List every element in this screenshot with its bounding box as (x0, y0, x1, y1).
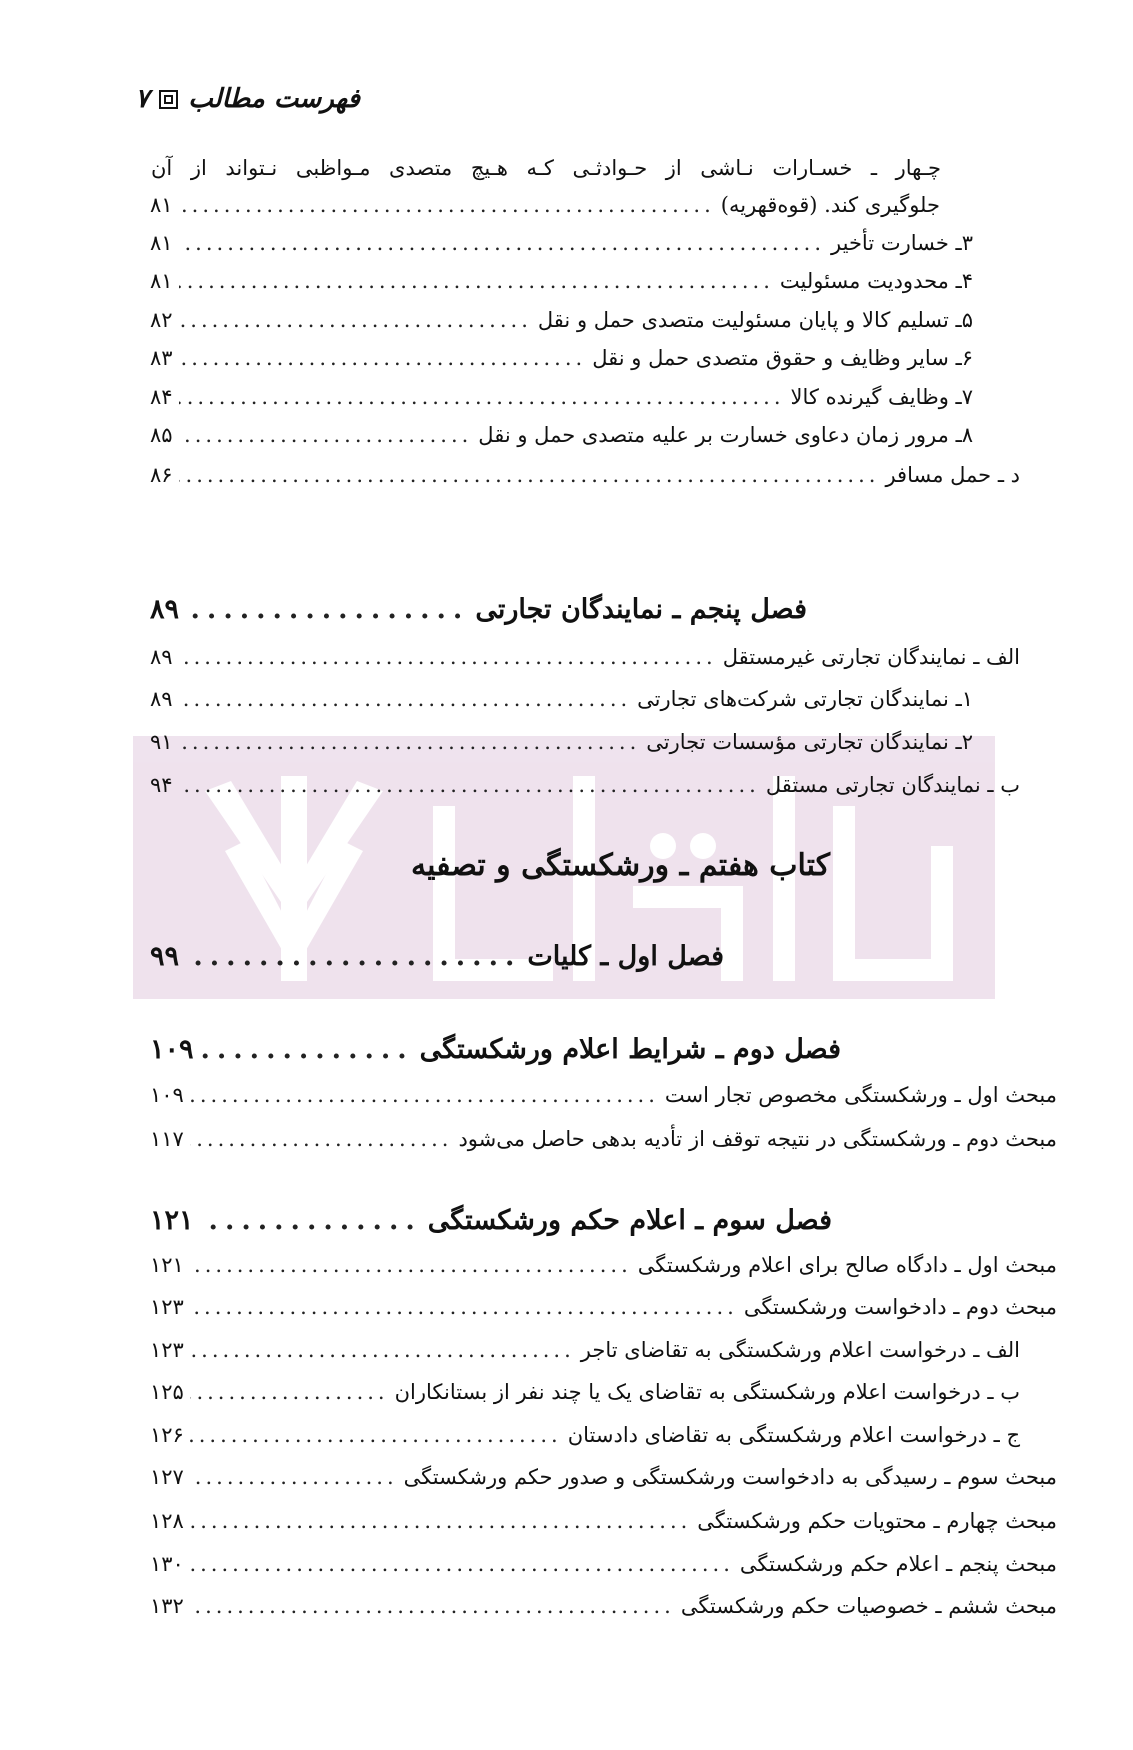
toc-entry: مبحث پنجم ـ اعلام حکم ورشکستگی ..... ۱۳۰ (150, 1549, 1057, 1579)
toc-chapter-heading: فصل اول ـ کلیات ..... ۹۹ (150, 939, 724, 975)
page-header (135, 84, 360, 114)
toc-entry: ۱ـ نمایندگان تجارتی شرکت‌های تجارتی ..... ۸۹ (150, 684, 973, 714)
square-ornament-icon (159, 90, 178, 109)
toc-entry: ۸ـ مرور زمان دعاوی خسارت بر علیه متصدی حمل و نقل ..... ۸۵ (150, 420, 973, 450)
toc-entry: مبحث ششم ـ خصوصیات حکم ورشکستگی ..... ۱۳۲ (150, 1591, 1057, 1621)
toc-entry: مبحث اول ـ ورشکستگی مخصوص تجار است ..... ۱۰۹ (150, 1080, 1057, 1110)
toc-entry: ۲ـ نمایندگان تجارتی مؤسسات تجارتی ..... ۹۱ (150, 727, 973, 757)
book-title: کتاب هفتم ـ ورشکستگی و تصفیه (411, 848, 830, 883)
toc-entry: ب ـ درخواست اعلام ورشکستگی به تقاضای یک یا چند نفر از بستانکاران ..... ۱۲۵ (150, 1377, 1020, 1407)
toc-chapter-heading: فصل سوم ـ اعلام حکم ورشکستگی ..... ۱۲۱ (150, 1203, 832, 1239)
toc-entry: ۵ـ تسلیم کالا و پایان مسئولیت متصدی حمل و نقل ..... ۸۲ (150, 305, 973, 335)
toc-entry: جلوگیری کند. (قوه‌قهریه) ..... ۸۱ (150, 190, 940, 220)
toc-entry: ۶ـ سایر وظایف و حقوق متصدی حمل و نقل ..... ۸۳ (150, 343, 973, 373)
toc-entry: مبحث دوم ـ ورشکستگی در نتیجه توقف از تأدیه بدهی حاصل می‌شود ..... ۱۱۷ (150, 1124, 1057, 1154)
toc-continued-line: چـهار ـ خسـارات نـاشی از حـوادثـی کـه هـیچ متصدی مـواظبی نـتواند از آن (151, 156, 941, 180)
toc-entry: ۷ـ وظایف گیرنده کالا ..... ۸۴ (150, 382, 973, 412)
toc-chapter-heading: فصل دوم ـ شرایط اعلام ورشکستگی ..... ۱۰۹ (150, 1032, 841, 1068)
toc-entry: د ـ حمل مسافر ..... ۸۶ (150, 460, 1020, 490)
toc-chapter-heading: فصل پنجم ـ نمایندگان تجارتی ..... ۸۹ (150, 592, 807, 628)
toc-entry: مبحث چهارم ـ محتویات حکم ورشکستگی ..... ۱۲۸ (150, 1506, 1057, 1536)
toc-entry: ۳ـ خسارت تأخیر ..... ۸۱ (150, 228, 973, 258)
toc-entry: مبحث سوم ـ رسیدگی به دادخواست ورشکستگی و صدور حکم ورشکستگی ..... ۱۲۷ (150, 1462, 1057, 1492)
toc-entry: ب ـ نمایندگان تجارتی مستقل ..... ۹۴ (150, 770, 1020, 800)
toc-entry: الف ـ درخواست اعلام ورشکستگی به تقاضای تاجر ..... ۱۲۳ (150, 1335, 1020, 1365)
toc-entry: مبحث اول ـ دادگاه صالح برای اعلام ورشکستگی ..... ۱۲۱ (150, 1250, 1057, 1280)
toc-entry: الف ـ نمایندگان تجارتی غیرمستقل ..... ۸۹ (150, 642, 1020, 672)
toc-entry: مبحث دوم ـ دادخواست ورشکستگی ..... ۱۲۳ (150, 1292, 1057, 1322)
toc-entry: ج ـ درخواست اعلام ورشکستگی به تقاضای دادستان ..... ۱۲۶ (150, 1420, 1020, 1450)
header-title: فهرست مطالب (188, 84, 360, 114)
toc-entry: ۴ـ محدودیت مسئولیت ..... ۸۱ (150, 266, 973, 296)
header-page-number: ۷ (135, 84, 150, 114)
